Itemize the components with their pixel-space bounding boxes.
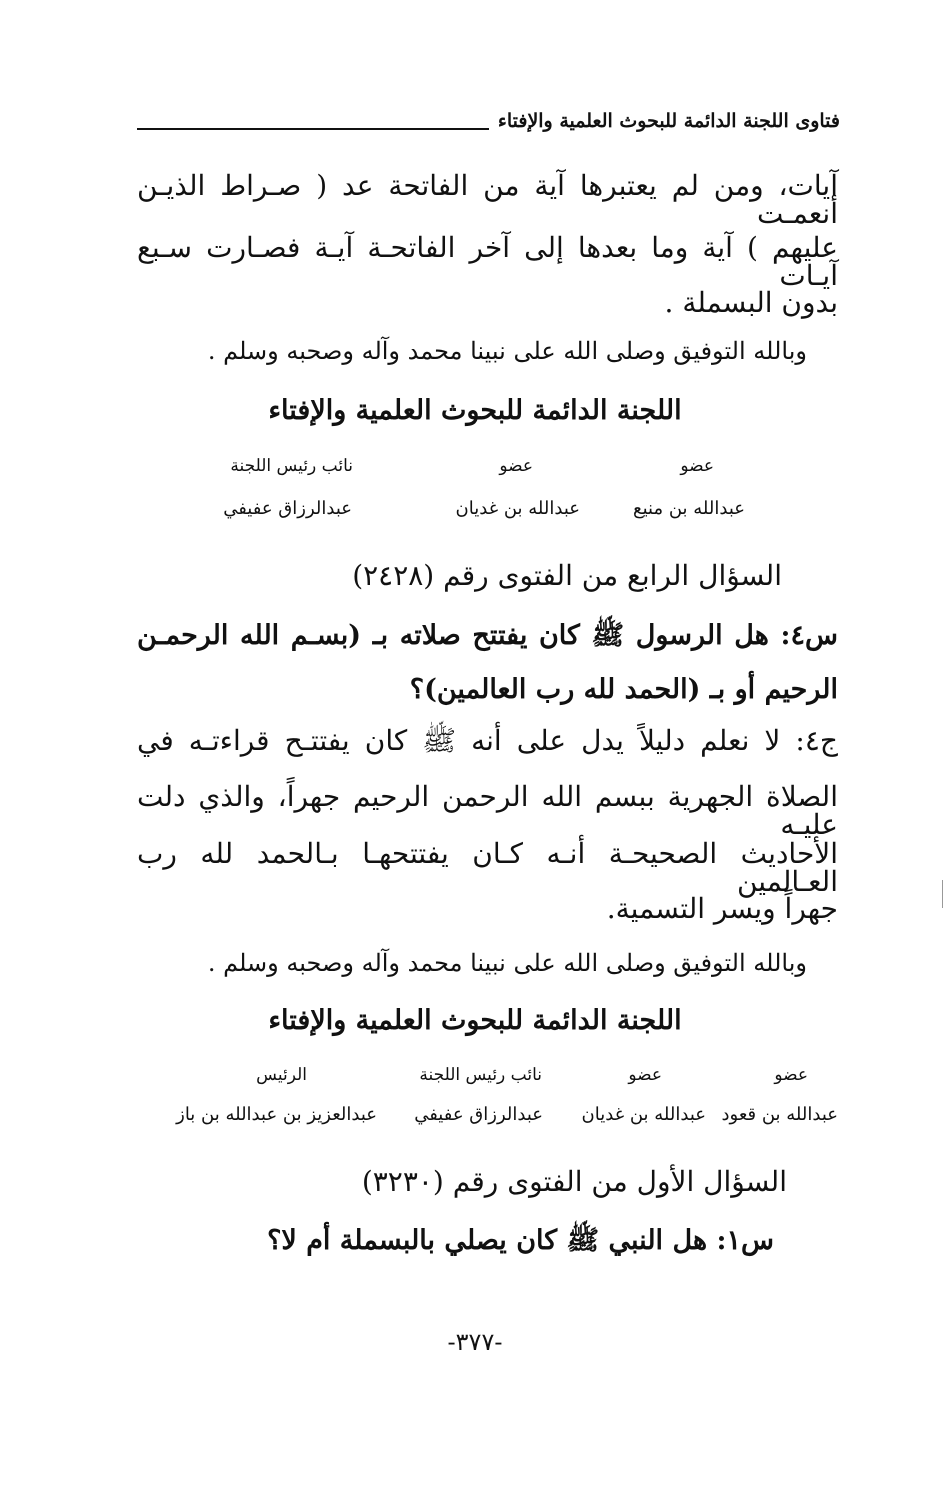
- paragraph-line: آيات، ومن لم يعتبرها آية من الفاتحة عد ( صـراط الذيـن أنعمـت: [137, 169, 838, 230]
- closing-formula: وبالله التوفيق وصلى الله على نبينا محمد وآله وصحبه وسلم .: [207, 337, 807, 365]
- signatory-name: عبدالله بن منيع: [633, 498, 745, 519]
- signatory-name: عبدالرزاق عفيفي: [414, 1104, 543, 1125]
- committee-name: اللجنة الدائمة للبحوث العلمية والإفتاء: [268, 1005, 682, 1036]
- answer-line: الأحاديث الصحيحـة أنـه كـان يفتتحهـا بـالحمد لله رب العـالمين: [137, 837, 838, 898]
- answer-line: جهراً ويسر التسمية.: [606, 892, 838, 925]
- fatwa-heading: السؤال الرابع من الفتوى رقم (٢٤٢٨): [352, 559, 782, 592]
- signatory-role: عضو: [628, 1065, 662, 1085]
- paragraph-line: بدون البسملة .: [664, 286, 838, 319]
- signatory-role: الرئيس: [256, 1065, 307, 1085]
- committee-name: اللجنة الدائمة للبحوث العلمية والإفتاء: [268, 395, 682, 426]
- question-line: س٤: هل الرسول ﷺ كان يفتتح صلاته بـ (بسـم الله الرحمـن: [137, 620, 839, 651]
- signatory-role: عضو: [680, 456, 714, 476]
- signatory-role: عضو: [774, 1065, 808, 1085]
- signatory-name: عبدالله بن قعود: [721, 1104, 838, 1125]
- header-rule: [137, 128, 489, 130]
- question-line: س١: هل النبي ﷺ كان يصلي بالبسملة أم لا؟: [267, 1225, 774, 1256]
- closing-formula: وبالله التوفيق وصلى الله على نبينا محمد وآله وصحبه وسلم .: [207, 949, 807, 977]
- fatwa-heading: السؤال الأول من الفتوى رقم (٣٢٣٠): [361, 1165, 787, 1198]
- page-number: -٣٧٧-: [447, 1328, 503, 1356]
- answer-line: الصلاة الجهرية ببسم الله الرحمن الرحيم جهراً، والذي دلت عليـه: [137, 780, 838, 841]
- signatory-name: عبدالله بن غديان: [581, 1104, 706, 1125]
- scan-edge-mark: [942, 880, 943, 908]
- signatory-name: عبدالله بن غديان: [455, 498, 580, 519]
- signatory-name: عبدالعزيز بن عبدالله بن باز: [176, 1104, 377, 1125]
- signatory-name: عبدالرزاق عفيفي: [223, 498, 352, 519]
- signatory-role: نائب رئيس اللجنة: [230, 456, 353, 476]
- running-header-title: فتاوى اللجنة الدائمة للبحوث العلمية والإفتاء: [497, 110, 840, 132]
- signatory-role: نائب رئيس اللجنة: [419, 1065, 542, 1085]
- paragraph-line: عليهم ) آية وما بعدها إلى آخر الفاتحـة آيـة فصـارت سـبع آيـات: [137, 231, 838, 292]
- question-line: الرحيم أو بـ (الحمد لله رب العالمين)؟: [409, 674, 838, 705]
- answer-line: ج٤: لا نعلم دليلاً يدل على أنه ﷺ كان يفتتـح قراءتـه في: [137, 724, 838, 757]
- signatory-role: عضو: [499, 456, 533, 476]
